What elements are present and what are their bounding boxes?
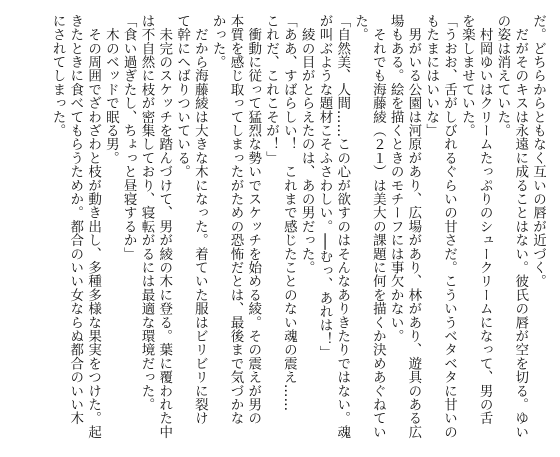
text-line: 「自然美、人間……この心が欲すのはそんなありきたりではない。魂 [334,14,351,439]
text-line: 「うおお、舌がしびれるぐらいの甘さだ。こういうベタベタに甘いの [441,14,458,439]
text-line: の姿は消えていた。 [494,14,511,138]
text-line: が叫ぶような題材こそふさわしい。──むっ、あれは！」 [316,14,333,360]
text-line: だがそのキスは永遠に成ることはない。彼氏の唇が空を切る。ゆい [512,14,529,439]
text-line: て幹にへばりついている。 [174,14,191,179]
text-line: 未完のスケッチを踏んづけて、男が綾の木に登る。葉に覆われた中 [156,14,173,439]
text-line: 綾の目がとらえたのは、あの男だった。 [298,14,315,275]
text-line: だから海藤綾は大きな木になった。着ていた服はビリビリに裂け [191,14,208,425]
text-line: た。 [352,14,369,42]
text-line: を楽しませていた。 [458,14,475,138]
text-line: 男がいる公園は河原があり、広場があり、林があり、遊具のある広 [405,14,422,439]
text-line: だ。どちらからともなく互いの唇が近づく。 [530,14,546,288]
text-line: 衝動に従って猛烈な勢いでスケッチを始める綾。その震えが男の [245,14,262,425]
text-line: もたまにはいいな」 [423,14,440,138]
text-line: 村岡ゆいはクリームたっぷりのシュークリームになって、男の舌 [476,14,493,425]
text-line: 木のベッドで眠る男。 [102,14,119,165]
text-line: きたときに食べてもらうためか。都合のいい女ならぬ都合のいい木 [67,14,84,425]
text-line: 場もある。絵を描くときのモチーフには事欠かない。 [387,14,404,343]
vertical-text-body [14,14,546,444]
text-line: 本質を感じ取ってしまったがための恐怖だとは、最後まで気づかな [227,14,244,425]
text-line: 「ああ、すばらしい！ これまで感じたことのない魂の震え…… [280,14,297,412]
text-line: これだ、これこそが！」 [263,14,280,165]
text-line: それでも海藤綾（２１）は美大の課題に何を描くか決めあぐねてい [369,14,386,439]
text-line: にされてしまった。 [49,14,66,138]
text-line: かった。 [209,14,226,69]
text-line: 「食い過ぎたし、ちょっと昼寝するか」 [120,14,137,261]
text-line: その周囲でざわざわと枝が動き出し、多種多様な果実をつけた。起 [85,14,102,439]
text-line: は不自然に枝が密集しており、寝転がるには最適な環境だった。 [138,14,155,412]
